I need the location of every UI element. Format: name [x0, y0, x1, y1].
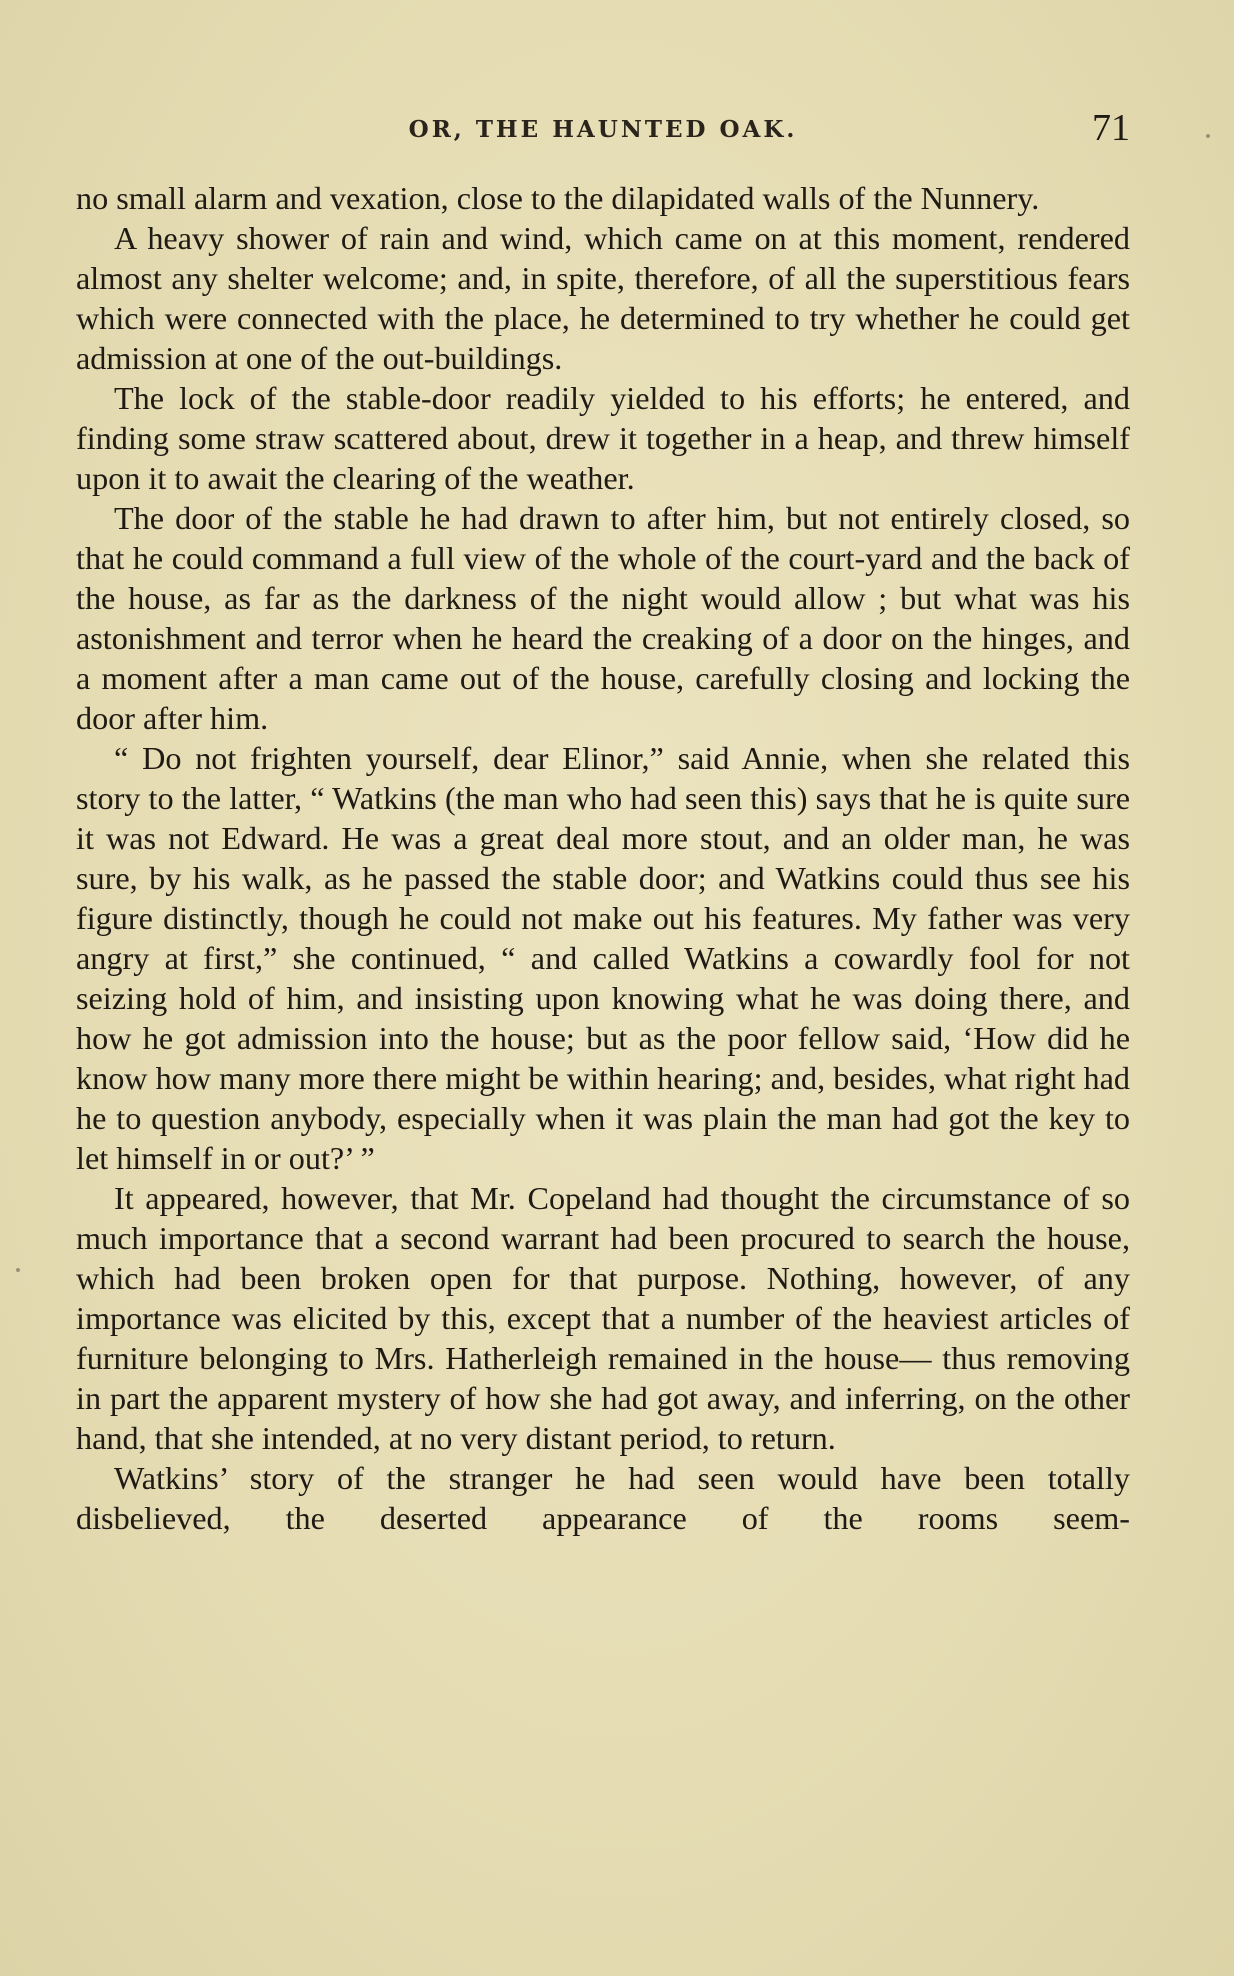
paragraph: It appeared, however, that Mr. Copeland had thought the circumstance of so much importance that a second warrant had been procured to search the house, which had been broken open for that purpose. Nothing, however, of any importance was elicited by this, except that a number of the heaviest articles of furniture belonging to Mrs. Hatherleigh remained in the house— thus removing in part the apparent mystery of how she had got away, and inferring, on the other hand, that she intended, at no very distant period, to return. — [76, 1180, 1130, 1456]
paragraph: no small alarm and vexation, close to the dilapidated walls of the Nunnery. — [76, 180, 1040, 216]
page-header — [76, 106, 1130, 150]
page-number: 71 — [1092, 107, 1130, 149]
paragraph: A heavy shower of rain and wind, which came on at this moment, rendered almost any shelter welcome; and, in spite, therefore, of all the superstitious fears which were connected with the place, he determined to try whether he could get admission at one of the out-buildings. — [76, 220, 1130, 376]
paper-speck — [16, 1268, 20, 1272]
paper-speck — [1206, 134, 1210, 138]
paragraph: “ Do not frighten yourself, dear Elinor,” said Annie, when she related this story to the latter, “ Watkins (the man who had seen this) says that he is quite sure it was not Edward. He was a great deal more stout, and an older man, he was sure, by his walk, as he passed the stable door; and Watkins could thus see his figure distinctly, though he could not make out his features. My father was very angry at first,” she continued, “ and called Watkins a cowardly fool for not seizing hold of him, and insisting upon knowing what he was doing there, and how he got admission into the house; but as the poor fellow said, ‘How did he know how many more there might be within hearing; and, besides, what right had he to question anybody, especially when it was plain the man had got the key to let himself in or out?’ ” — [76, 740, 1130, 1176]
body-text — [76, 178, 1130, 1538]
paragraph: The lock of the stable-door readily yielded to his efforts; he entered, and finding some straw scattered about, drew it together in a heap, and threw himself upon it to await the clearing of the weather. — [76, 380, 1130, 496]
paragraph: The door of the stable he had drawn to after him, but not entirely closed, so that he could command a full view of the whole of the court-yard and the back of the house, as far as the darkness of the night would allow ; but what was his astonishment and terror when he heard the creaking of a door on the hinges, and a moment after a man came out of the house, carefully closing and locking the door after him. — [76, 500, 1130, 736]
paragraph: Watkins’ story of the stranger he had seen would have been totally disbelieved, the deserted appearance of the rooms seem- — [76, 1460, 1130, 1536]
running-head: OR, THE HAUNTED OAK. — [408, 116, 798, 143]
